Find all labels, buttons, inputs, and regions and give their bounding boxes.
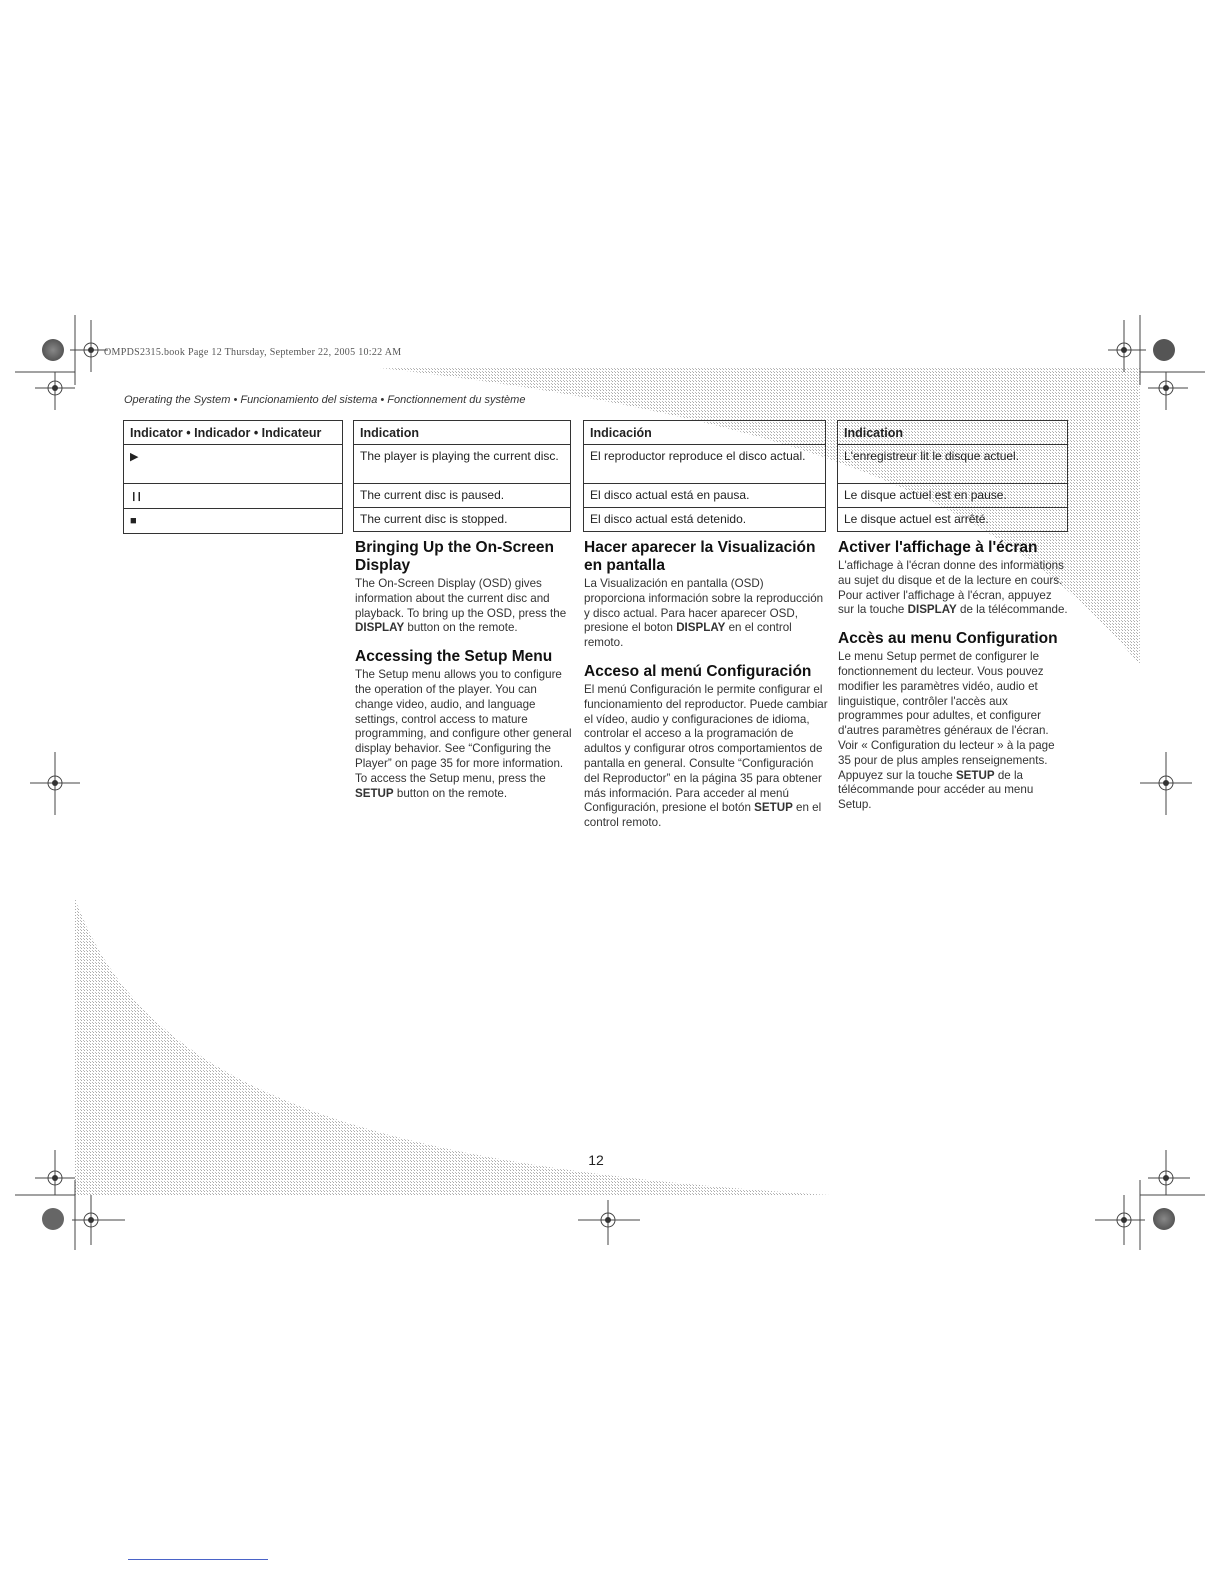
column-en bbox=[355, 539, 573, 801]
indication-table-fr-header: Indication bbox=[838, 421, 1068, 445]
section-heading: Acceso al menú Configuración bbox=[584, 662, 812, 680]
table-cell: Le disque actuel est en pause. bbox=[838, 484, 1068, 508]
bottom-swoosh bbox=[75, 898, 830, 1195]
pause-indicator-cell bbox=[124, 484, 343, 509]
play-icon: ▶ bbox=[130, 451, 139, 463]
indicator-table-header: Indicator • Indicador • Indicateur bbox=[124, 421, 343, 445]
table-cell: Le disque actuel est arrêté. bbox=[838, 508, 1068, 532]
section-heading: Accès au menu Configuration bbox=[838, 630, 1058, 648]
indication-table-es bbox=[583, 420, 826, 532]
section-heading: Accessing the Setup Menu bbox=[355, 648, 553, 666]
table-cell: El disco actual está en pausa. bbox=[584, 484, 826, 508]
indication-table-en bbox=[353, 420, 571, 532]
indication-table-fr bbox=[837, 420, 1068, 532]
column-es bbox=[584, 539, 828, 831]
pause-icon: ❙❙ bbox=[130, 491, 142, 501]
table-cell: El reproductor reproduce el disco actual. bbox=[584, 445, 826, 484]
section-heading: Hacer aparecer la Visualización en pantalla bbox=[584, 539, 816, 574]
section-paragraph: The Setup menu allows you to configure the operation of the player. You can change video, audio, and language settings, control access to mature programming, and configure other general display behavior. See “Configuring the Player” on page 35 for more information. To access the Setup menu, press the SETUP button on the remote. bbox=[355, 668, 572, 800]
section-paragraph: La Visualización en pantalla (OSD) proporciona información sobre la reproducción y disco actual. Para hacer aparecer OSD, presione el boton DISPLAY en el control remoto. bbox=[584, 577, 824, 650]
indication-table-en-header: Indication bbox=[354, 421, 571, 445]
indication-table-es-header: Indicación bbox=[584, 421, 826, 445]
section-paragraph: Le menu Setup permet de configurer le fonctionnement du lecteur. Vous pouvez modifier les paramètres vidéo, audio et linguistique, contrôler l'accès aux programmes pour adultes, et configurer d'autres paramètres généraux de l'écran. Voir « Configuration du lecteur » à la page 35 pour de plus amples renseignements. Appuyez sur la touche SETUP de la télécommande pour accéder au menu Setup. bbox=[838, 650, 1055, 812]
stop-icon: ■ bbox=[130, 515, 137, 527]
running-header: Operating the System • Funcionamiento del sistema • Fonctionnement du système bbox=[124, 394, 526, 406]
table-cell: The player is playing the current disc. bbox=[354, 445, 571, 484]
stop-indicator-cell bbox=[124, 509, 343, 534]
section-paragraph: El menú Configuración le permite configurar el funcionamiento del reproductor. Puede cambiar el vídeo, audio y configuraciones de idioma, controlar el acceso a la programación de adultos y configurar otros comportamientos de pantalla en general. Consulte “Configuración del Reproductor” en la página 35 para obtener más información. Para acceder al menú Configuración, presione el botón SETUP en el control remoto. bbox=[584, 682, 828, 830]
table-cell: El disco actual está detenido. bbox=[584, 508, 826, 532]
print-slug: OMPDS2315.book Page 12 Thursday, September 22, 2005 10:22 AM bbox=[104, 347, 402, 358]
table-cell: The current disc is stopped. bbox=[354, 508, 571, 532]
table-cell: The current disc is paused. bbox=[354, 484, 571, 508]
page-number: 12 bbox=[588, 1152, 604, 1168]
section-paragraph: The On-Screen Display (OSD) gives information about the current disc and playback. To bring up the OSD, press the DISPLAY button on the remote. bbox=[355, 577, 567, 635]
section-heading: Activer l'affichage à l'écran bbox=[838, 539, 1038, 556]
table-cell: L'enregistreur lit le disque actuel. bbox=[838, 445, 1068, 484]
indicator-table bbox=[123, 420, 343, 534]
footer-rule bbox=[128, 1559, 268, 1560]
section-paragraph: L'affichage à l'écran donne des informations au sujet du disque et de la lecture en cours. Pour activer l'affichage à l'écran, appuyez sur la touche DISPLAY de la télécommande. bbox=[838, 559, 1068, 617]
play-indicator-cell bbox=[124, 445, 343, 484]
section-heading: Bringing Up the On-Screen Display bbox=[355, 539, 554, 574]
column-fr bbox=[838, 539, 1070, 813]
